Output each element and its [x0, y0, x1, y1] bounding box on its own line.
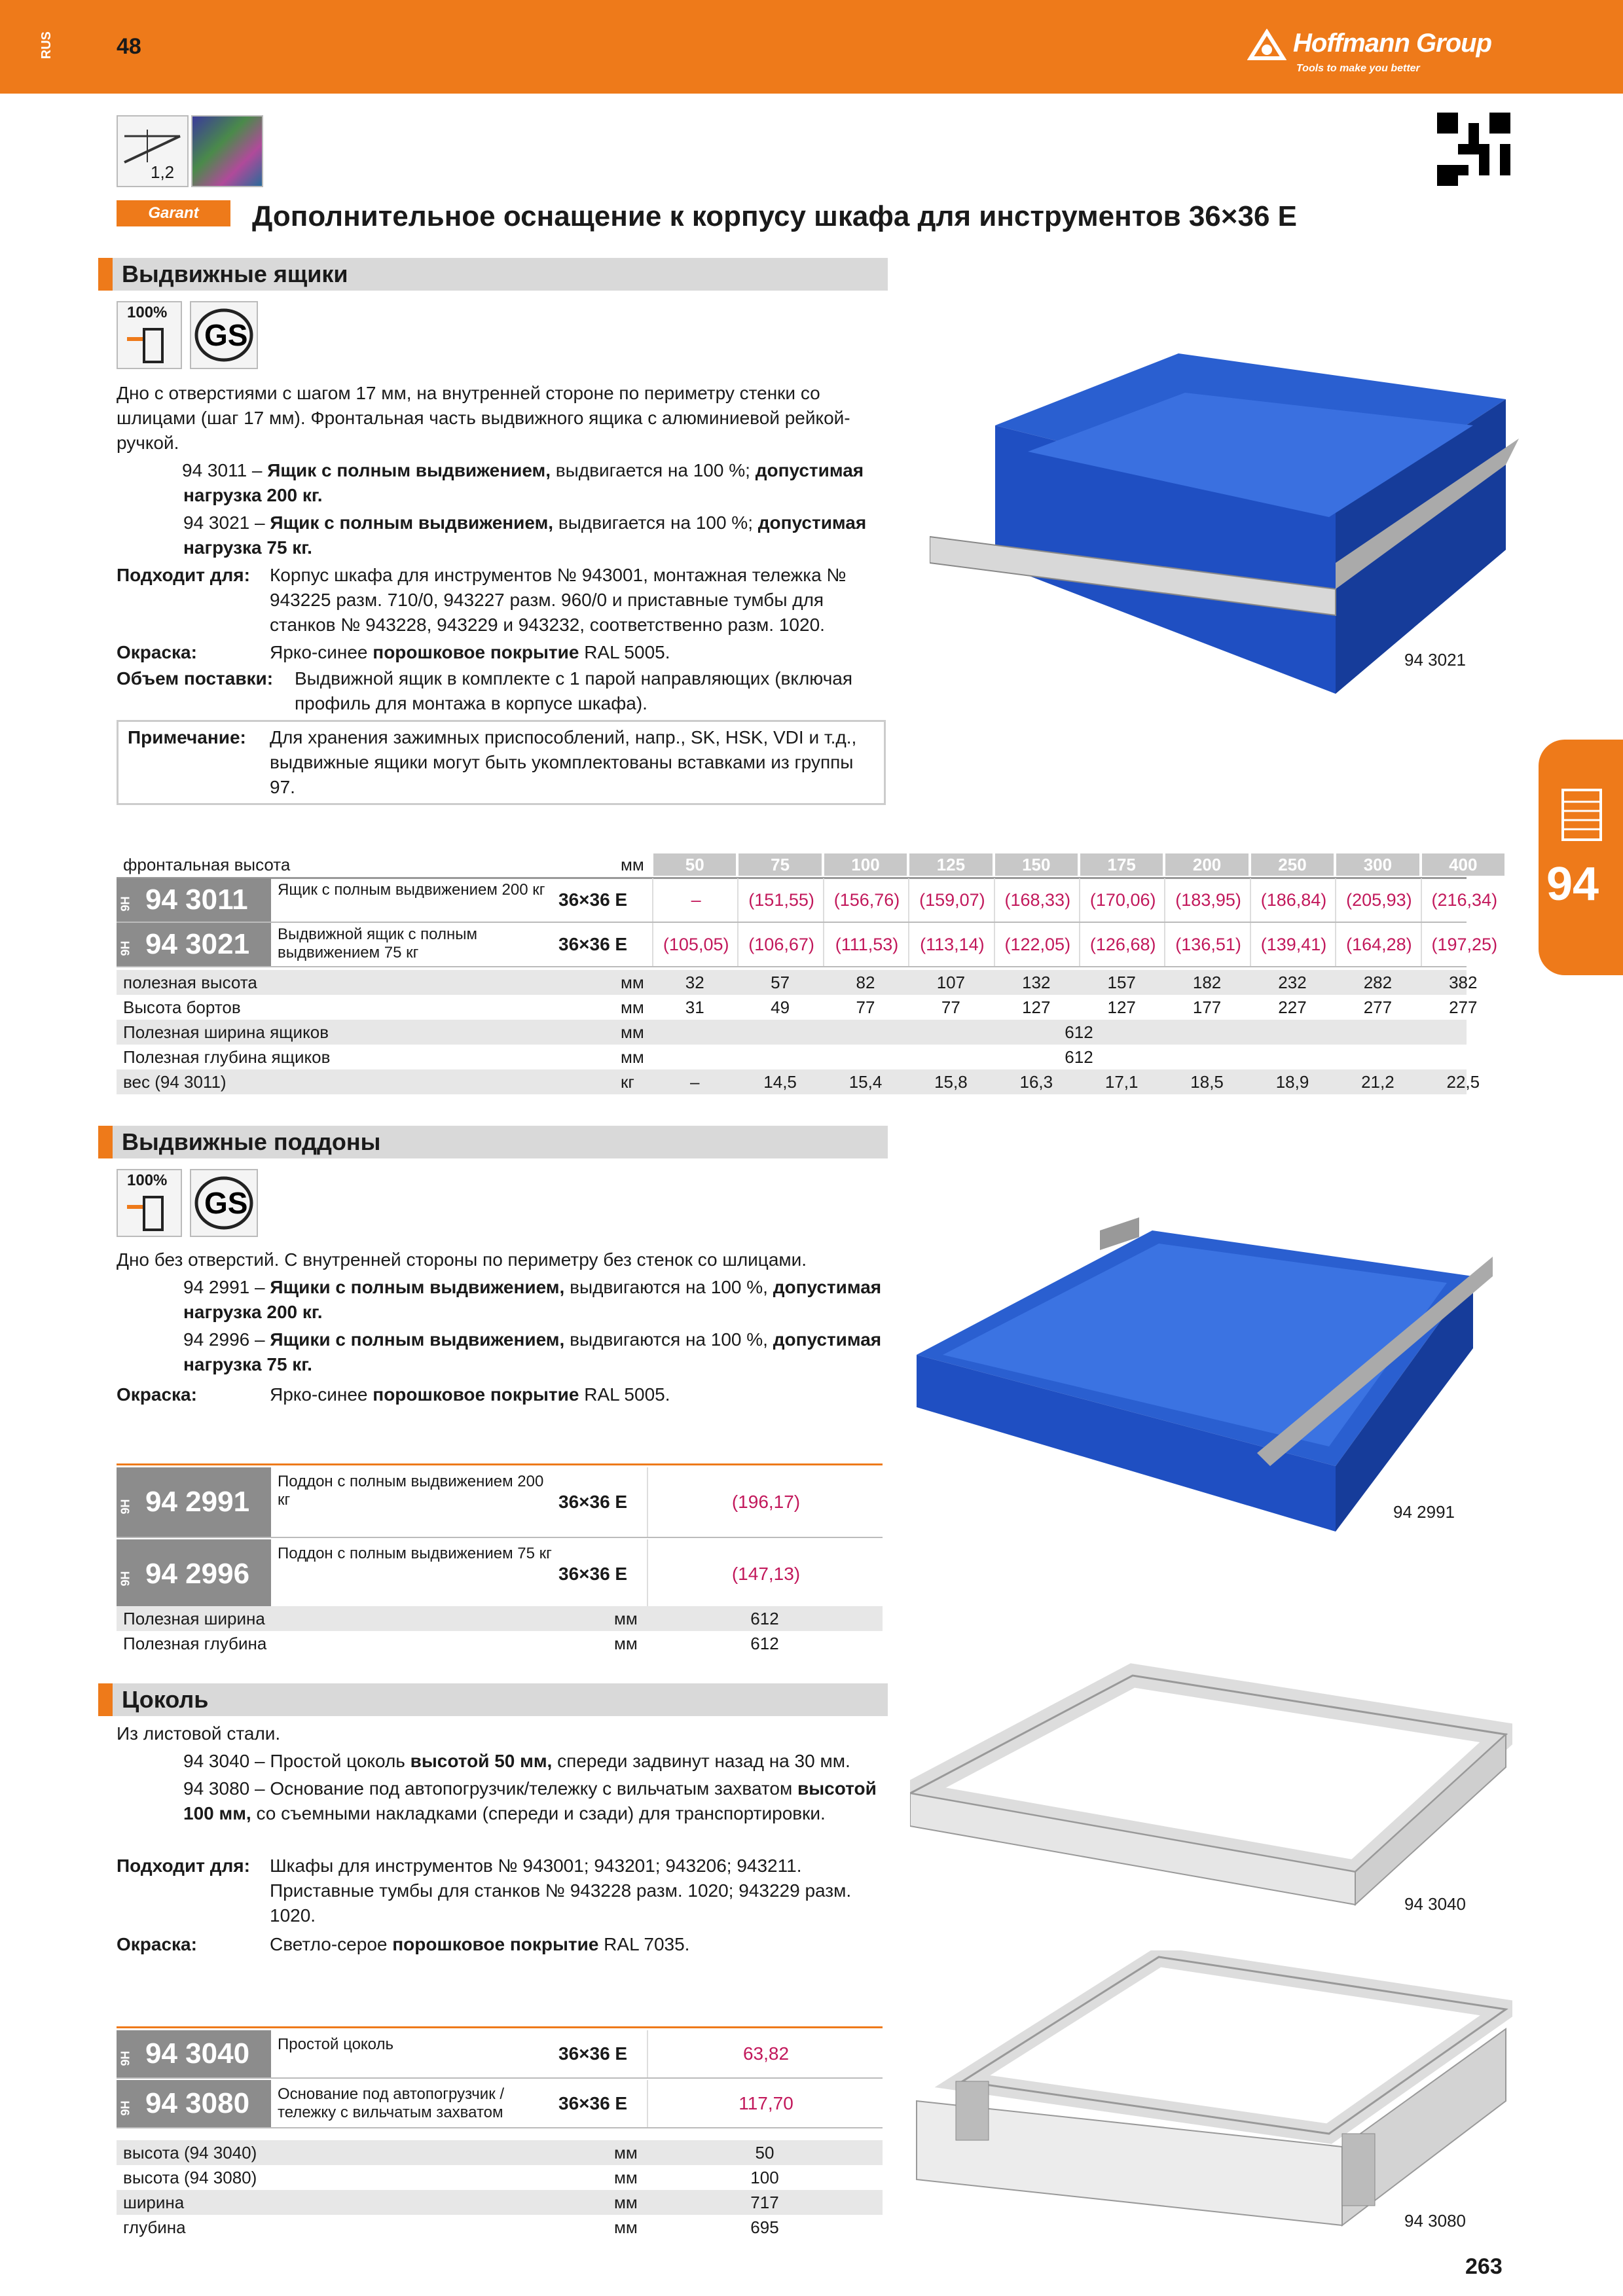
spec-value: 49 — [771, 997, 790, 1017]
spec-value: 717 — [750, 2193, 779, 2212]
price-cell: (197,25) — [1421, 923, 1507, 966]
drawers-color-text: Ярко-синее порошковое покрытие RAL 5005. — [270, 642, 670, 662]
spec-row — [117, 1606, 883, 1631]
article-prefix: 9H — [119, 896, 132, 912]
thickness-value: 1,2 — [151, 162, 175, 182]
spec-value: 32 — [685, 973, 704, 992]
spec-unit: мм — [621, 1047, 644, 1067]
spec-row — [117, 970, 1478, 995]
spec-unit: мм — [614, 2217, 638, 2237]
tray-item-2: 94 2996 – Ящики с полным выдвижением, выдвигаются на 100 %, допустимая нагрузка 75 кг. — [183, 1329, 882, 1374]
trays-color-label: Окраска: — [117, 1384, 197, 1405]
price-cell: 117,70 — [647, 2080, 884, 2127]
spec-label: Высота бортов — [123, 997, 241, 1017]
price-cell: (111,53) — [823, 923, 909, 966]
plinth-color-label: Окраска: — [117, 1934, 197, 1954]
spec-value: 14,5 — [763, 1072, 797, 1092]
price-cell: (159,07) — [908, 878, 994, 922]
chapter-number: 94 — [1546, 858, 1599, 910]
section-heading-plinth: Цоколь — [98, 1683, 888, 1716]
spec-value: 382 — [1449, 973, 1478, 992]
spec-value: 277 — [1363, 997, 1393, 1017]
front-height-label: фронтальная высота — [123, 855, 291, 874]
spec-label: глубина — [123, 2217, 186, 2237]
spec-label: Полезная глубина ящиков — [123, 1047, 331, 1067]
price-cell: (205,93) — [1335, 878, 1421, 922]
spec-row — [117, 2140, 883, 2165]
spec-label: Полезная ширина — [123, 1609, 265, 1628]
plinth-table-top-rule — [117, 2026, 883, 2028]
height-header-cell: 300 — [1336, 853, 1419, 876]
product-description: Поддон с полным выдвижением 200 кг — [278, 1473, 544, 1509]
product-size: 36×36 E — [558, 2093, 628, 2113]
spec-unit: кг — [621, 1072, 634, 1092]
spec-value: 177 — [1192, 997, 1222, 1017]
spec-label: высота (94 3080) — [123, 2168, 257, 2187]
price-cell: (164,28) — [1335, 923, 1421, 966]
spec-unit: мм — [614, 1634, 638, 1653]
section-heading-trays: Выдвижные поддоны — [98, 1126, 888, 1158]
spec-unit: мм — [614, 1609, 638, 1628]
spec-value: 612 — [1065, 1047, 1093, 1067]
note-text: Для хранения зажимных приспособлений, напр., SK, HSK, VDI и т.д., выдвижные ящики могут быть укомплектованы вставками из группы 97. — [270, 727, 857, 797]
spec-label: Полезная ширина ящиков — [123, 1022, 329, 1042]
product-row[interactable] — [117, 878, 1498, 923]
plinth-intro: Из листовой стали. — [117, 1723, 281, 1744]
full-extension-icon — [117, 301, 182, 369]
spec-row — [117, 1069, 1480, 1094]
spec-row — [117, 995, 1478, 1020]
height-header-cell: 250 — [1251, 853, 1334, 876]
product-description: Ящик с полным выдвижением 200 кг — [278, 881, 545, 899]
article-number: 94 3080 — [117, 2080, 271, 2127]
spec-unit: мм — [614, 2168, 638, 2187]
spec-row — [117, 2190, 883, 2215]
spec-value: 50 — [755, 2143, 775, 2162]
spec-label: Полезная глубина — [123, 1634, 267, 1653]
height-header-cell: 75 — [739, 853, 821, 876]
tray-image — [903, 1217, 1493, 1538]
article-number: 94 2991 — [117, 1467, 271, 1537]
price-cell: (106,67) — [737, 923, 824, 966]
spec-row — [117, 1045, 1467, 1069]
garant-logo: Garant — [117, 200, 230, 226]
unit-label: мм — [621, 855, 644, 874]
price-cell: (151,55) — [737, 878, 824, 922]
drawer-image — [930, 353, 1519, 694]
spec-value: 612 — [750, 1609, 779, 1628]
price-cell: (156,76) — [823, 878, 909, 922]
language-code: RUS — [39, 31, 54, 60]
spec-label: высота (94 3040) — [123, 2143, 257, 2162]
article-prefix: 9H — [119, 2100, 132, 2116]
spec-value: 82 — [856, 973, 875, 992]
product-size: 36×36 E — [558, 889, 628, 910]
spec-unit: мм — [621, 997, 644, 1017]
spec-unit: мм — [614, 2143, 638, 2162]
price-cell: (122,05) — [994, 923, 1080, 966]
page-number-bottom: 263 — [1465, 2254, 1503, 2279]
spec-value: – — [689, 1072, 700, 1092]
price-cell: (147,13) — [647, 1539, 884, 1609]
spec-value: 232 — [1278, 973, 1307, 992]
drawers-fits-label: Подходит для: — [117, 565, 250, 585]
spec-value: 182 — [1192, 973, 1222, 992]
product-row[interactable] — [117, 2080, 883, 2128]
spec-value: 77 — [941, 997, 960, 1017]
drawer-item-2: 94 3021 – Ящик с полным выдвижением, выдвигается на 100 %; допустимая нагрузка 75 кг. — [183, 512, 867, 558]
spec-value: 277 — [1449, 997, 1478, 1017]
article-prefix: 9H — [119, 941, 132, 956]
price-cell: (136,51) — [1164, 923, 1250, 966]
product-description: Основание под автопогрузчик / тележку с вильчатым захватом — [278, 2085, 505, 2121]
drawers-supply-label: Объем поставки: — [117, 668, 274, 689]
price-cell: (183,95) — [1164, 878, 1250, 922]
tray-table-top-rule — [117, 1463, 883, 1465]
spec-value: 18,5 — [1190, 1072, 1224, 1092]
plinth-table — [117, 2030, 883, 2237]
product-size: 36×36 E — [558, 934, 628, 954]
svg-text:GS: GS — [204, 318, 248, 352]
spec-unit: мм — [614, 2193, 638, 2212]
full-extension-icon — [117, 1169, 182, 1237]
spec-value: 16,3 — [1019, 1072, 1053, 1092]
height-header-cell: 400 — [1422, 853, 1504, 876]
price-cell: (170,06) — [1079, 878, 1165, 922]
price-cell: (113,14) — [908, 923, 994, 966]
price-cell: 63,82 — [647, 2030, 884, 2077]
page-number-top: 48 — [117, 34, 141, 59]
product-row[interactable] — [117, 2030, 883, 2079]
price-cell: (168,33) — [994, 878, 1080, 922]
spec-value: 612 — [1065, 1022, 1093, 1042]
forklift-base-image — [910, 1950, 1512, 2238]
brand-tagline: Tools to make you better — [1296, 63, 1420, 74]
height-header-cell: 100 — [824, 853, 907, 876]
spec-value: 77 — [856, 997, 875, 1017]
spec-row — [117, 1020, 1467, 1045]
color-options-icon — [191, 115, 263, 187]
product-row[interactable] — [117, 923, 1498, 967]
spec-value: 15,8 — [934, 1072, 968, 1092]
price-cell: – — [652, 878, 739, 922]
spec-value: 31 — [685, 997, 704, 1017]
plinth-item-2: 94 3080 – Основание под автопогрузчик/тележку с вильчатым захватом высотой 100 мм, со съемными накладками (спереди и сзади) для транспортировки. — [183, 1778, 877, 1823]
product-size: 36×36 E — [558, 2043, 628, 2064]
spec-row — [117, 2215, 883, 2240]
product-size: 36×36 E — [558, 1492, 628, 1512]
trays-table — [117, 1467, 883, 1664]
page-title: Дополнительное оснащение к корпусу шкафа для инструментов 36×36 E — [252, 200, 1297, 232]
cabinet-icon — [1561, 789, 1602, 841]
hoffmann-logo-icon — [1247, 29, 1286, 62]
plinth-color-text: Светло-серое порошковое покрытие RAL 7035. — [270, 1934, 690, 1954]
spec-label: полезная высота — [123, 973, 257, 992]
spec-value: 18,9 — [1275, 1072, 1309, 1092]
spec-value: 695 — [750, 2217, 779, 2237]
brand-name: Hoffmann Group — [1293, 29, 1492, 58]
spec-row — [117, 1631, 883, 1656]
product-row[interactable] — [117, 1467, 883, 1538]
product-row[interactable] — [117, 1539, 883, 1610]
article-number: 94 2996 — [117, 1539, 271, 1609]
drawers-supply-text: Выдвижной ящик в комплекте с 1 парой направляющих (включая профиль для монтажа в корпусе шкафа). — [295, 668, 853, 713]
plinth-item-1: 94 3040 – Простой цоколь высотой 50 мм, спереди задвинут назад на 30 мм. — [183, 1751, 850, 1771]
extension-badge: 100% — [127, 1172, 168, 1189]
price-cell: (186,84) — [1250, 878, 1336, 922]
spec-value: 15,4 — [848, 1072, 883, 1092]
plinth-fits-text: Шкафы для инструментов № 943001; 943201; 943206; 943211. Приставные тумбы для станков № 943228 разм. 1020; 943229 разм. 1020. — [270, 1856, 852, 1926]
product-description: Выдвижной ящик с полным выдвижением 75 кг — [278, 925, 477, 961]
tray-item-1: 94 2991 – Ящики с полным выдвижением, выдвигаются на 100 %, допустимая нагрузка 200 кг. — [183, 1277, 882, 1322]
tray-image-caption: 94 2991 — [1393, 1502, 1455, 1522]
drawer-image-caption: 94 3021 — [1404, 650, 1466, 670]
drawers-fits-text: Корпус шкафа для инструментов № 943001, монтажная тележка № 943225 разм. 710/0, 943227 разм. 960/0 и приставные тумбы для станков № 943228, 943229 и 943232, соответственно разм. 1020. — [270, 565, 847, 635]
spec-value: 127 — [1107, 997, 1136, 1017]
article-number: 94 3011 — [117, 878, 271, 922]
drawers-table — [117, 852, 1498, 1101]
article-number: 94 3021 — [117, 923, 271, 966]
spec-value: 57 — [771, 973, 790, 992]
extension-badge: 100% — [127, 304, 168, 321]
qr-code-icon — [1437, 113, 1510, 186]
spec-value: 227 — [1278, 997, 1307, 1017]
article-prefix: 9H — [119, 2051, 132, 2066]
plinth-image-caption-2: 94 3080 — [1404, 2211, 1466, 2231]
spec-value: 21,2 — [1361, 1072, 1395, 1092]
spec-value: 157 — [1107, 973, 1136, 992]
gs-certification-icon — [190, 301, 258, 369]
spec-value: 17,1 — [1104, 1072, 1139, 1092]
product-description: Поддон с полным выдвижением 75 кг — [278, 1545, 552, 1562]
trays-intro: Дно без отверстий. С внутренней стороны по периметру без стенок со шлицами. — [117, 1249, 807, 1270]
spec-label: вес (94 3011) — [123, 1072, 227, 1092]
drawer-item-1: 94 3011 – Ящик с полным выдвижением, выдвигается на 100 %; допустимая нагрузка 200 кг. — [182, 460, 864, 505]
height-header-cell: 175 — [1080, 853, 1163, 876]
article-prefix: 9H — [119, 1571, 132, 1587]
spec-value: 132 — [1022, 973, 1051, 992]
article-prefix: 9H — [119, 1499, 132, 1515]
drawers-color-label: Окраска: — [117, 642, 197, 662]
sheet-thickness-icon — [117, 115, 189, 187]
drawers-intro: Дно с отверстиями с шагом 17 мм, на внутренней стороне по периметру стенки со шлицами (шаг 17 мм). Фронтальная часть выдвижного ящика с алюминиевой рейкой-ручкой. — [117, 383, 850, 453]
gs-certification-icon — [190, 1169, 258, 1237]
spec-value: 22,5 — [1446, 1072, 1480, 1092]
spec-row — [117, 2165, 883, 2190]
article-number: 94 3040 — [117, 2030, 271, 2077]
price-cell: (105,05) — [652, 923, 739, 966]
spec-value: 107 — [936, 973, 966, 992]
plinth-image-caption-1: 94 3040 — [1404, 1894, 1466, 1914]
product-size: 36×36 E — [558, 1564, 628, 1584]
spec-unit: мм — [621, 973, 644, 992]
spec-value: 612 — [750, 1634, 779, 1653]
spec-value: 127 — [1022, 997, 1051, 1017]
svg-text:GS: GS — [204, 1186, 248, 1220]
spec-value: 282 — [1363, 973, 1393, 992]
spec-unit: мм — [621, 1022, 644, 1042]
plinth-image — [910, 1662, 1512, 1918]
trays-color-text: Ярко-синее порошковое покрытие RAL 5005. — [270, 1384, 670, 1405]
height-header-cell: 50 — [653, 853, 736, 876]
height-header-cell: 150 — [995, 853, 1078, 876]
product-description: Простой цоколь — [278, 2036, 394, 2053]
section-heading-drawers: Выдвижные ящики — [98, 258, 888, 291]
price-cell: (196,17) — [647, 1467, 884, 1537]
price-cell: (139,41) — [1250, 923, 1336, 966]
spec-value: 100 — [750, 2168, 779, 2187]
price-cell: (126,68) — [1079, 923, 1165, 966]
spec-label: ширина — [123, 2193, 185, 2212]
height-header-cell: 200 — [1165, 853, 1248, 876]
note-label: Примечание: — [128, 727, 246, 747]
height-header-cell: 125 — [909, 853, 992, 876]
plinth-fits-label: Подходит для: — [117, 1856, 250, 1876]
price-cell: (216,34) — [1421, 878, 1507, 922]
